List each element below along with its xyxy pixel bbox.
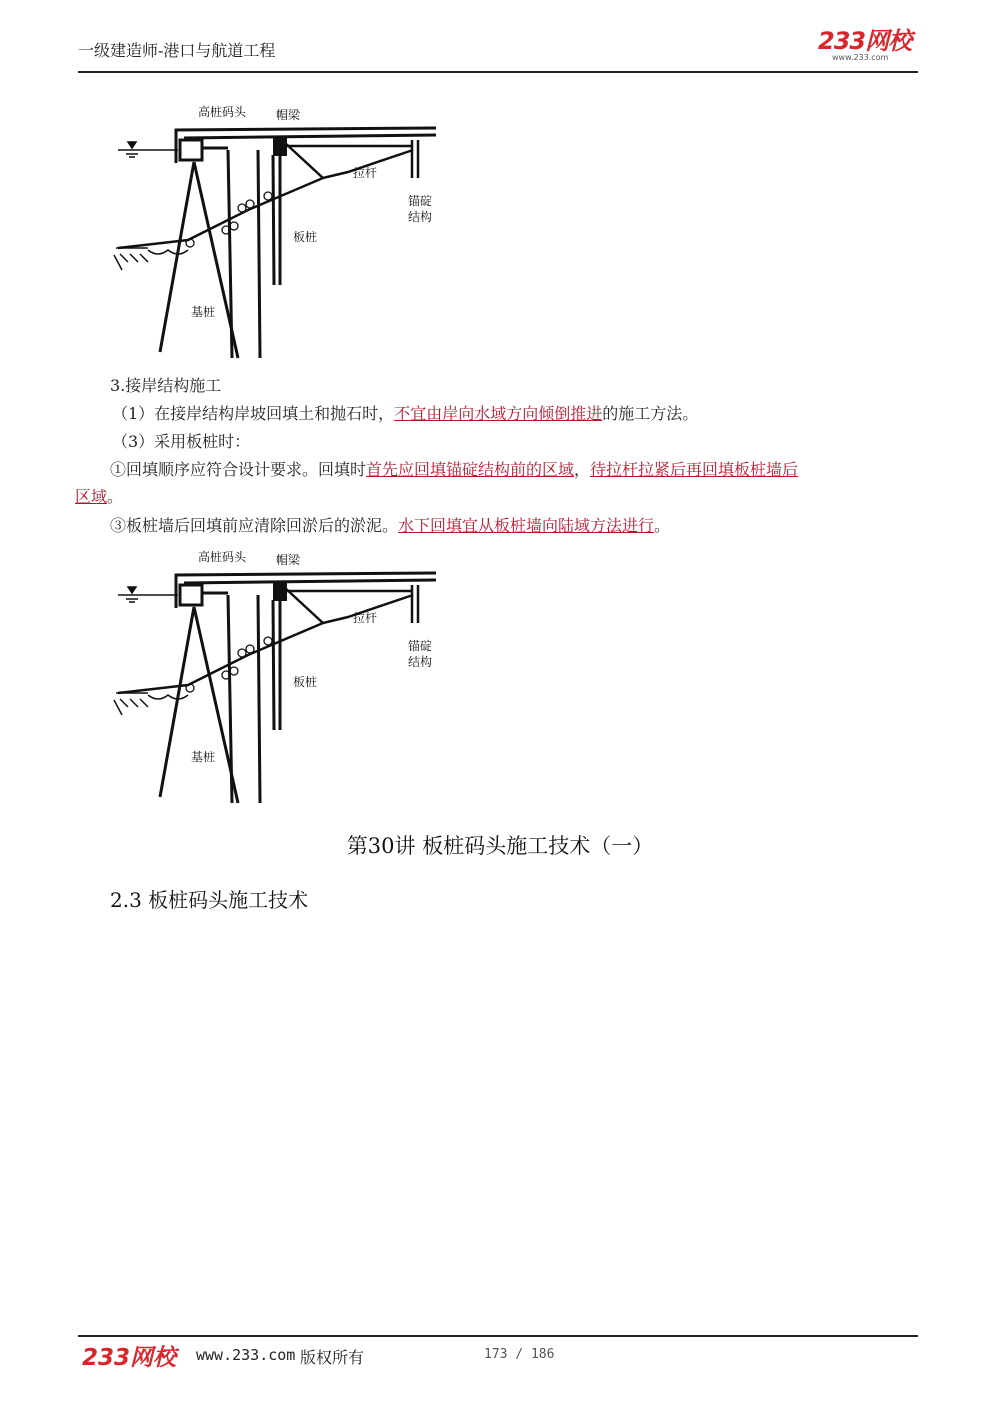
label-foundation-pile: 基桩 — [191, 305, 216, 319]
item-heading: 3.接岸结构施工 — [110, 376, 222, 395]
paragraph-3-highlight-1: 首先应回填锚碇结构前的区域 — [366, 460, 575, 479]
paragraph-4-highlight: 水下回填宜从板桩墙向陆域方法进行 — [398, 516, 655, 535]
footer-divider — [78, 1335, 918, 1337]
label-foundation-pile: 基桩 — [191, 750, 216, 764]
label-cap-beam: 帽梁 — [276, 108, 301, 122]
paragraph-3-highlight-3: 区域 — [75, 487, 108, 506]
paragraph-3-end: 。 — [107, 487, 124, 506]
paragraph-1-text-b: 的施工方法。 — [602, 404, 699, 423]
footer-brand-logo: 233网校 — [82, 1345, 177, 1371]
wharf-diagram-drawing-repeat — [108, 545, 448, 805]
sheet-pile-wharf-diagram-repeat — [108, 545, 448, 805]
section-title: 2.3 板桩码头施工技术 — [110, 888, 309, 912]
page-number: 173 / 186 — [484, 1347, 555, 1362]
brand-logo-url: www.233.com — [832, 53, 889, 62]
paragraph-1 — [112, 402, 698, 426]
label-anchor-1: 锚碇 — [408, 194, 433, 208]
paragraph-3-text-a: ①回填顺序应符合设计要求。回填时 — [110, 460, 367, 479]
brand-logo-text: 233网校 — [818, 27, 912, 55]
label-high-pile-wharf: 高桩码头 — [198, 105, 247, 119]
label-sheet-pile: 板桩 — [293, 675, 318, 689]
footer-copyright: 版权所有 — [300, 1348, 365, 1367]
label-anchor-1: 锚碇 — [408, 639, 433, 653]
sheet-pile-wharf-diagram — [108, 100, 448, 360]
paragraph-4-end: 。 — [654, 516, 671, 535]
wharf-diagram-drawing — [108, 100, 448, 360]
label-tie-rod: 拉杆 — [353, 611, 378, 625]
label-sheet-pile: 板桩 — [293, 230, 318, 244]
paragraph-3-continued — [75, 485, 123, 509]
footer-url: www.233.com — [196, 1346, 296, 1364]
brand-logo — [818, 28, 918, 68]
paragraph-1-highlight: 不宜由岸向水域方向倾倒推进 — [394, 404, 603, 423]
paragraph-4 — [110, 514, 670, 538]
label-cap-beam: 帽梁 — [276, 553, 301, 567]
paragraph-2: （3）采用板桩时： — [112, 432, 251, 451]
label-anchor-2: 结构 — [408, 655, 433, 669]
label-high-pile-wharf: 高桩码头 — [198, 550, 247, 564]
paragraph-3-separator: ， — [574, 460, 591, 479]
paragraph-3-highlight-2: 待拉杆拉紧后再回填板桩墙后 — [590, 460, 799, 479]
label-anchor-2: 结构 — [408, 210, 433, 224]
document-title: 一级建造师-港口与航道工程 — [78, 41, 276, 60]
label-tie-rod: 拉杆 — [353, 166, 378, 180]
header-divider — [78, 71, 918, 73]
paragraph-1-text-a: （1）在接岸结构岸坡回填土和抛石时， — [112, 404, 395, 423]
paragraph-4-text-a: ③板桩墙后回填前应清除回淤后的淤泥。 — [110, 516, 399, 535]
paragraph-3 — [110, 458, 798, 482]
lecture-title: 第30讲 板桩码头施工技术（一） — [346, 834, 654, 858]
